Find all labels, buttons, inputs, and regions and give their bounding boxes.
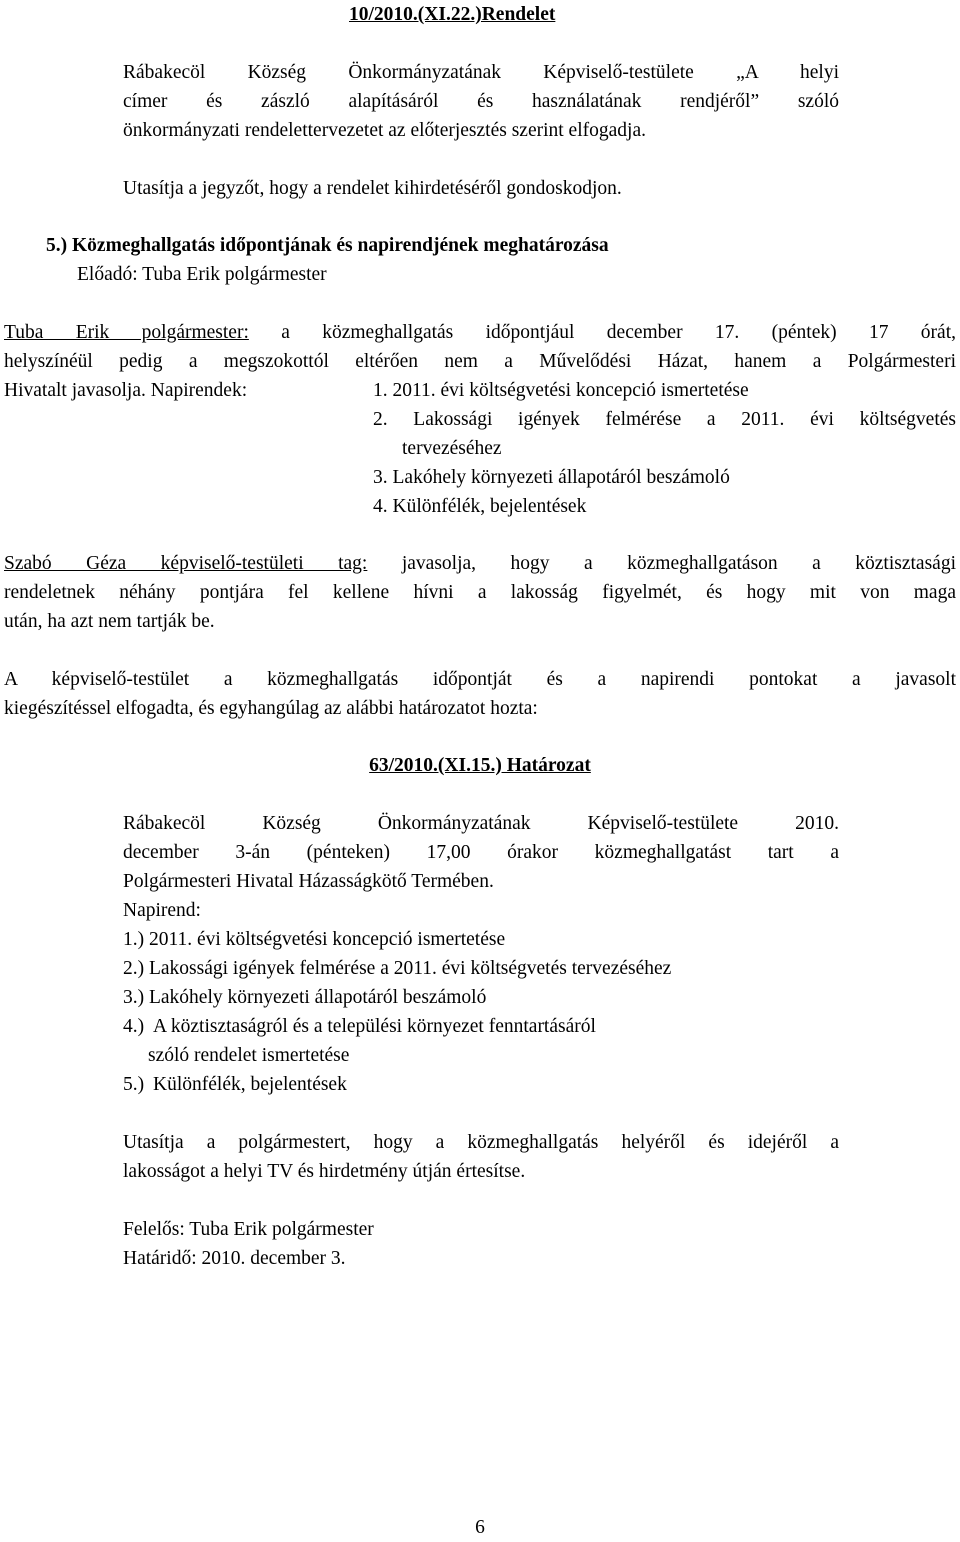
section-5-heading xyxy=(46,231,609,260)
comment-line-2: rendeletnek néhány pontjára fel kellene hívni a lakosság figyelmét, és hogy mit von maga xyxy=(4,582,956,603)
proposed-agenda-item-4: 4. Különfélék, bejelentések xyxy=(373,496,587,517)
resolution-deadline: Határidő: 2010. december 3. xyxy=(123,1248,346,1269)
resolution-agenda-item-2: 2.) Lakossági igények felmérése a 2011. évi költségvetés tervezéséhez xyxy=(123,958,672,979)
comment-text-1: javasolja, hogy a közmeghallgatáson a köztisztasági xyxy=(367,553,956,574)
decree-line-1: Rábakecöl Község Önkormányzatának Képviselő-testülete „A helyi xyxy=(123,62,839,83)
decree-title: 10/2010.(XI.22.)Rendelet xyxy=(349,4,556,25)
resolution-line-1: Rábakecöl Község Önkormányzatának Képviselő-testülete 2010. xyxy=(123,813,839,834)
proposal-line-1 xyxy=(4,318,956,347)
proposed-agenda-item-3: 3. Lakóhely környezeti állapotáról beszámoló xyxy=(373,467,730,488)
resolution-agenda-item-5-number: 5.) xyxy=(123,1074,145,1095)
resolution-line-3: Polgármesteri Hivatal Házasságkötő Termében. xyxy=(123,871,494,892)
section-title: Közmeghallgatás időpontjának és napirendjének meghatározása xyxy=(67,235,609,256)
proposed-agenda-item-1: 1. 2011. évi költségvetési koncepció ismertetése xyxy=(373,380,749,401)
section-number: 5.) xyxy=(46,235,68,256)
proposed-agenda-item-2-cont: tervezéséhez xyxy=(402,438,502,459)
decree-line-3: önkormányzati rendelettervezetet az előterjesztés szerint elfogadja. xyxy=(123,120,646,141)
speaker-name: Tuba Erik polgármester: xyxy=(4,322,249,343)
resolution-title: 63/2010.(XI.15.) Határozat xyxy=(369,755,591,776)
resolution-responsible: Felelős: Tuba Erik polgármester xyxy=(123,1219,374,1240)
proposal-line-2: helyszínéül pedig a megszokottól eltérően nem a Művelődési Házat, hanem a Polgármesteri xyxy=(4,351,956,372)
page-number: 6 xyxy=(475,1517,485,1538)
decree-line-2: címer és zászló alapításáról és használatának rendjéről” szóló xyxy=(123,91,839,112)
proposal-line-3: Hivatalt javasolja. Napirendek: xyxy=(4,380,248,401)
comment-line-3: után, ha azt nem tartják be. xyxy=(4,611,215,632)
decree-instruction: Utasítja a jegyzőt, hogy a rendelet kihirdetéséről gondoskodjon. xyxy=(123,178,622,199)
resolution-line-2: december 3-án (pénteken) 17,00 órakor közmeghallgatást tart a xyxy=(123,842,839,863)
resolution-agenda-item-1: 1.) 2011. évi költségvetési koncepció ismertetése xyxy=(123,929,506,950)
comment-speaker: Szabó Géza képviselő-testületi tag: xyxy=(4,553,368,574)
adoption-line-1: A képviselő-testület a közmeghallgatás időpontját és a napirendi pontokat a javasolt xyxy=(4,669,956,690)
resolution-agenda-item-4-number: 4.) xyxy=(123,1016,145,1037)
section-5-presenter: Előadó: Tuba Erik polgármester xyxy=(77,264,327,285)
resolution-agenda-item-4: A köztisztaságról és a települési környezet fenntartásáról xyxy=(153,1016,596,1037)
resolution-instruction-line-2: lakosságot a helyi TV és hirdetmény útján értesítse. xyxy=(123,1161,526,1182)
resolution-agenda-item-4-cont: szóló rendelet ismertetése xyxy=(148,1045,350,1066)
resolution-agenda-label: Napirend: xyxy=(123,900,201,921)
adoption-line-2: kiegészítéssel elfogadta, és egyhangúlag az alábbi határozatot hozta: xyxy=(4,698,538,719)
resolution-agenda-item-5: Különfélék, bejelentések xyxy=(153,1074,347,1095)
resolution-agenda-item-3: 3.) Lakóhely környezeti állapotáról beszámoló xyxy=(123,987,487,1008)
proposed-agenda-item-2: 2. Lakossági igények felmérése a 2011. évi költségvetés xyxy=(373,409,956,430)
proposal-text-1: a közmeghallgatás időpontjául december 17. (péntek) 17 órát, xyxy=(248,322,956,343)
resolution-instruction-line-1: Utasítja a polgármestert, hogy a közmeghallgatás helyéről és idejéről a xyxy=(123,1132,839,1153)
comment-line-1 xyxy=(4,549,956,578)
